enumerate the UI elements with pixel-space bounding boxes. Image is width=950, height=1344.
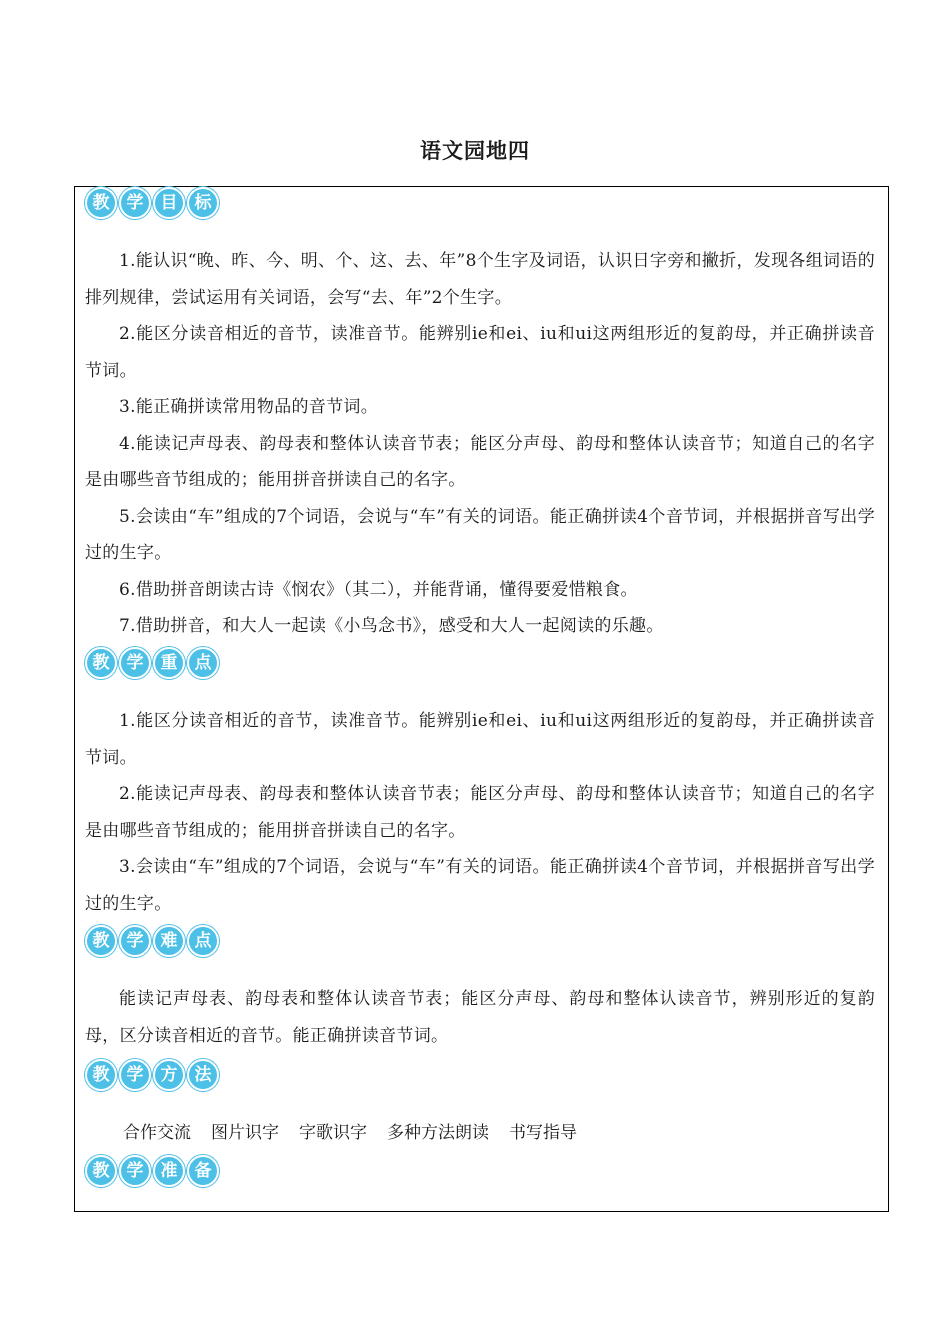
methods-body bbox=[85, 1115, 875, 1151]
heading-char: 标 bbox=[187, 187, 219, 219]
objective-item: 5.会读由“车”组成的7个词语，会说与“车”有关的词语。能正确拼读4个音节词，并根据拼音写出学过的生字。 bbox=[85, 506, 875, 563]
method-item: 字歌识字 bbox=[299, 1123, 367, 1143]
heading-char: 教 bbox=[85, 1155, 117, 1187]
key-point-item: 2.能读记声母表、韵母表和整体认读音节表；能区分声母、韵母和整体认读音节；知道自己的名字是由哪些音节组成的；能用拼音拼读自己的名字。 bbox=[85, 784, 875, 841]
key-point-item: 1.能区分读音相近的音节，读准音节。能辨别ie和ei、iu和ui这两组形近的复韵母，并正确拼读音节词。 bbox=[85, 711, 875, 768]
objective-item: 4.能读记声母表、韵母表和整体认读音节表；能区分声母、韵母和整体认读音节；知道自己的名字是由哪些音节组成的；能用拼音拼读自己的名字。 bbox=[85, 433, 875, 490]
heading-char: 点 bbox=[187, 925, 219, 957]
heading-char: 学 bbox=[119, 647, 151, 679]
lesson-plan-table bbox=[74, 186, 889, 1212]
section-difficulties bbox=[85, 925, 875, 957]
objective-item: 3.能正确拼读常用物品的音节词。 bbox=[119, 397, 379, 417]
heading-char: 教 bbox=[85, 187, 117, 219]
objective-item: 1.能认识“晚、昨、今、明、个、这、去、年”8个生字及词语，认识日字旁和撇折，发现各组词语的排列规律，尝试运用有关词语，会写“去、年”2个生字。 bbox=[85, 251, 875, 308]
heading-char: 学 bbox=[119, 1059, 151, 1091]
heading-char: 学 bbox=[119, 187, 151, 219]
section-key-points bbox=[85, 647, 875, 679]
heading-char: 备 bbox=[187, 1155, 219, 1187]
heading-char: 法 bbox=[187, 1059, 219, 1091]
key-point-item: 3.会读由“车”组成的7个词语，会说与“车”有关的词语。能正确拼读4个音节词，并根据拼音写出学过的生字。 bbox=[85, 857, 875, 914]
objectives-body bbox=[85, 243, 875, 645]
difficulties-heading-badge bbox=[85, 925, 875, 957]
method-item: 书写指导 bbox=[509, 1123, 577, 1143]
heading-char: 方 bbox=[153, 1059, 185, 1091]
heading-char: 学 bbox=[119, 925, 151, 957]
methods-heading-badge bbox=[85, 1059, 875, 1091]
heading-char: 点 bbox=[187, 647, 219, 679]
section-objectives bbox=[85, 187, 875, 219]
objectives-heading-badge bbox=[85, 187, 875, 219]
heading-char: 教 bbox=[85, 925, 117, 957]
heading-char: 重 bbox=[153, 647, 185, 679]
preparation-heading-badge bbox=[85, 1155, 875, 1187]
method-item: 图片识字 bbox=[211, 1123, 279, 1143]
page-title: 语文园地四 bbox=[420, 139, 530, 163]
objective-item: 2.能区分读音相近的音节，读准音节。能辨别ie和ei、iu和ui这两组形近的复韵母，并正确拼读音节词。 bbox=[85, 324, 875, 381]
heading-char: 难 bbox=[153, 925, 185, 957]
heading-char: 目 bbox=[153, 187, 185, 219]
method-item: 多种方法朗读 bbox=[387, 1123, 489, 1143]
objective-item: 7.借助拼音，和大人一起读《小鸟念书》，感受和大人一起阅读的乐趣。 bbox=[119, 616, 664, 636]
method-item: 合作交流 bbox=[123, 1123, 191, 1143]
difficulties-body bbox=[85, 981, 875, 1054]
key-points-body bbox=[85, 703, 875, 922]
heading-char: 学 bbox=[119, 1155, 151, 1187]
key-points-heading-badge bbox=[85, 647, 875, 679]
objective-item: 6.借助拼音朗读古诗《悯农》（其二），并能背诵，懂得要爱惜粮食。 bbox=[119, 579, 638, 600]
section-methods bbox=[85, 1059, 875, 1091]
section-preparation bbox=[85, 1155, 875, 1187]
heading-char: 准 bbox=[153, 1155, 185, 1187]
difficulty-item: 能读记声母表、韵母表和整体认读音节表；能区分声母、韵母和整体认读音节，辨别形近的复韵母，区分读音相近的音节。能正确拼读音节词。 bbox=[85, 989, 875, 1046]
heading-char: 教 bbox=[85, 647, 117, 679]
heading-char: 教 bbox=[85, 1059, 117, 1091]
